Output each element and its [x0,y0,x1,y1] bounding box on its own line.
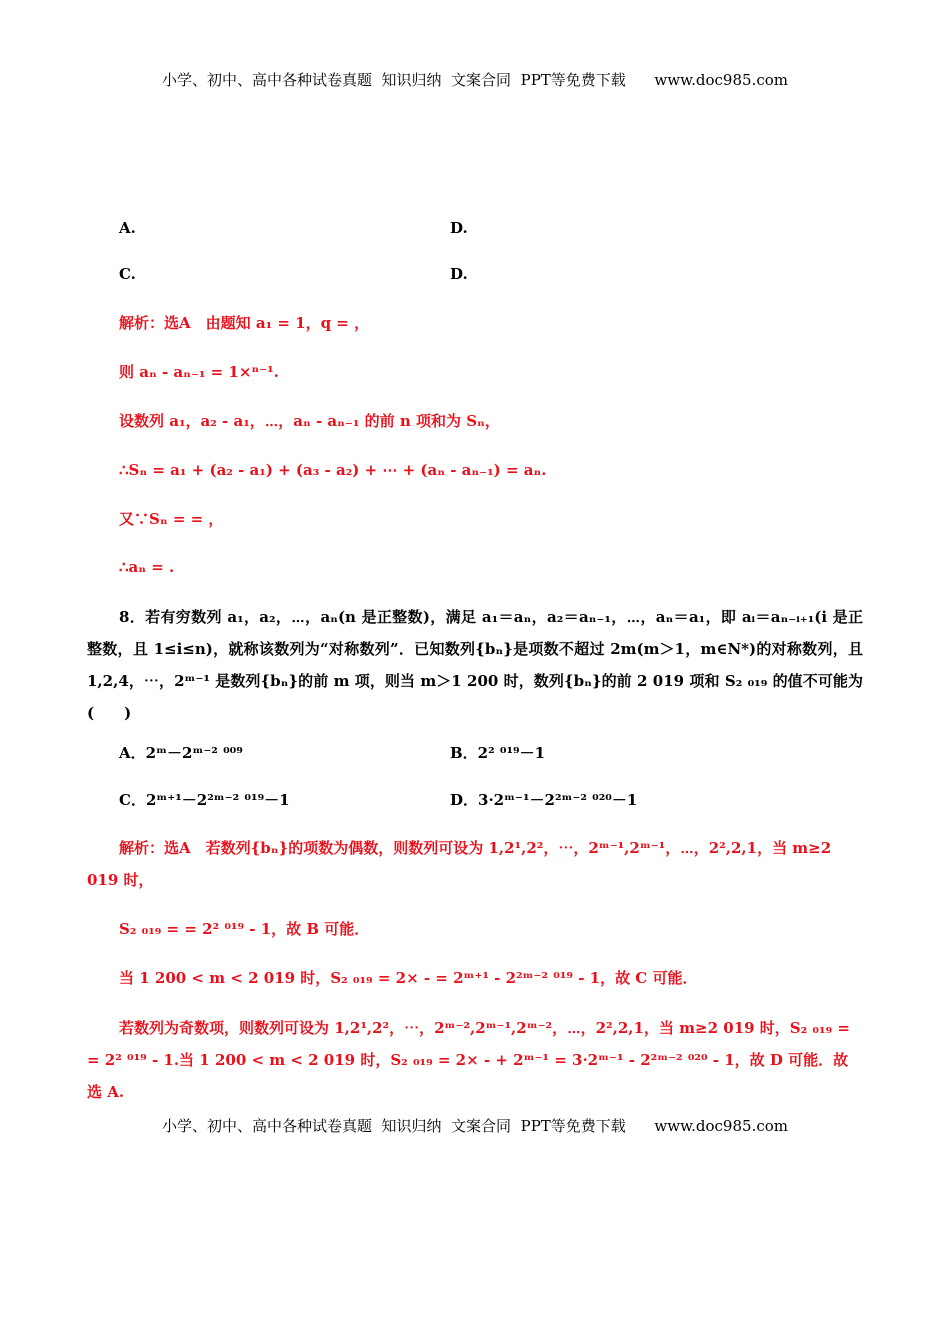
q7-solution-line-3: 设数列 a₁，a₂ - a₁，⋯，aₙ - aₙ₋₁ 的前 n 项和为 Sₙ， [119,412,500,430]
page-header: 小学、初中、高中各种试卷真题 知识归纳 文案合同 PPT等免费下载 www.doc985.com [161,71,788,89]
q7-option-a: A. [119,219,136,237]
q8-solution-para-4: 若数列为奇数项，则数列可设为 1,2¹,2²，⋯，2ᵐ⁻²,2ᵐ⁻¹,2ᵐ⁻²，⋯，2²,2,1，当 m≥2 019 时，S₂ ₀₁₉ = = 2² ⁰¹⁹ - 1.当 1 200 < m < 2 019 时，S₂ ₀₁₉ = 2× - + 2ᵐ⁻¹ = 3·2ᵐ⁻¹ - 2²ᵐ⁻² ⁰²⁰ - 1，故 D 可能．故选 A. [87,1019,850,1101]
q7-solution-line-1: 解析：选A 由题知 a₁ = 1，q = ， [119,314,370,332]
q7-solution-line-4: ∴Sₙ = a₁ + (a₂ - a₁) + (a₃ - a₂) + ⋯ + (aₙ - aₙ₋₁) = aₙ. [119,461,547,479]
q7-option-d-first: D. [450,219,468,237]
q7-option-c: C. [119,265,136,283]
q8-solution-para-2: S₂ ₀₁₉ = = 2² ⁰¹⁹ - 1，故 B 可能． [119,920,370,938]
q8-solution-para-3: 当 1 200 < m < 2 019 时，S₂ ₀₁₉ = 2× - = 2ᵐ⁺¹ - 2²ᵐ⁻² ⁰¹⁹ - 1，故 C 可能． [119,969,698,987]
q8-option-d: D．3·2ᵐ⁻¹－2²ᵐ⁻² ⁰²⁰－1 [450,791,638,809]
q7-option-d-second: D. [450,265,468,283]
q8-option-b: B．2² ⁰¹⁹－1 [450,744,546,762]
q7-solution-line-2: 则 aₙ - aₙ₋₁ = 1×ⁿ⁻¹. [119,363,279,381]
q8-solution-para-1: 解析：选A 若数列{bₙ}的项数为偶数，则数列可设为 1,2¹,2²，⋯，2ᵐ⁻¹,2ᵐ⁻¹，⋯，2²,2,1，当 m≥2 019 时， [87,839,832,889]
page-footer: 小学、初中、高中各种试卷真题 知识归纳 文案合同 PPT等免费下载 www.doc985.com [161,1117,788,1135]
q7-solution-line-5: 又∵Sₙ = = ， [119,510,224,528]
q7-solution-line-6: ∴aₙ = . [119,558,175,576]
q8-option-c: C．2ᵐ⁺¹－2²ᵐ⁻² ⁰¹⁹－1 [119,791,290,809]
q8-option-a: A．2ᵐ－2ᵐ⁻² ⁰⁰⁹ [119,744,243,762]
q8-stem: 8．若有穷数列 a₁，a₂，⋯，aₙ(n 是正整数)，满足 a₁＝aₙ，a₂＝aₙ₋₁，⋯，aₙ＝a₁，即 aᵢ＝aₙ₋ᵢ₊₁(i 是正整数，且 1≤i≤n)，就称该数列为“对称数列”．已知数列{bₙ}是项数不超过 2m(m＞1，m∈N*)的对称数列，且 1,2,4，⋯，2ᵐ⁻¹ 是数列{bₙ}的前 m 项，则当 m＞1 200 时，数列{bₙ}的前 2 019 项和 S₂ ₀₁₉ 的值不可能为( ) [87,608,863,722]
